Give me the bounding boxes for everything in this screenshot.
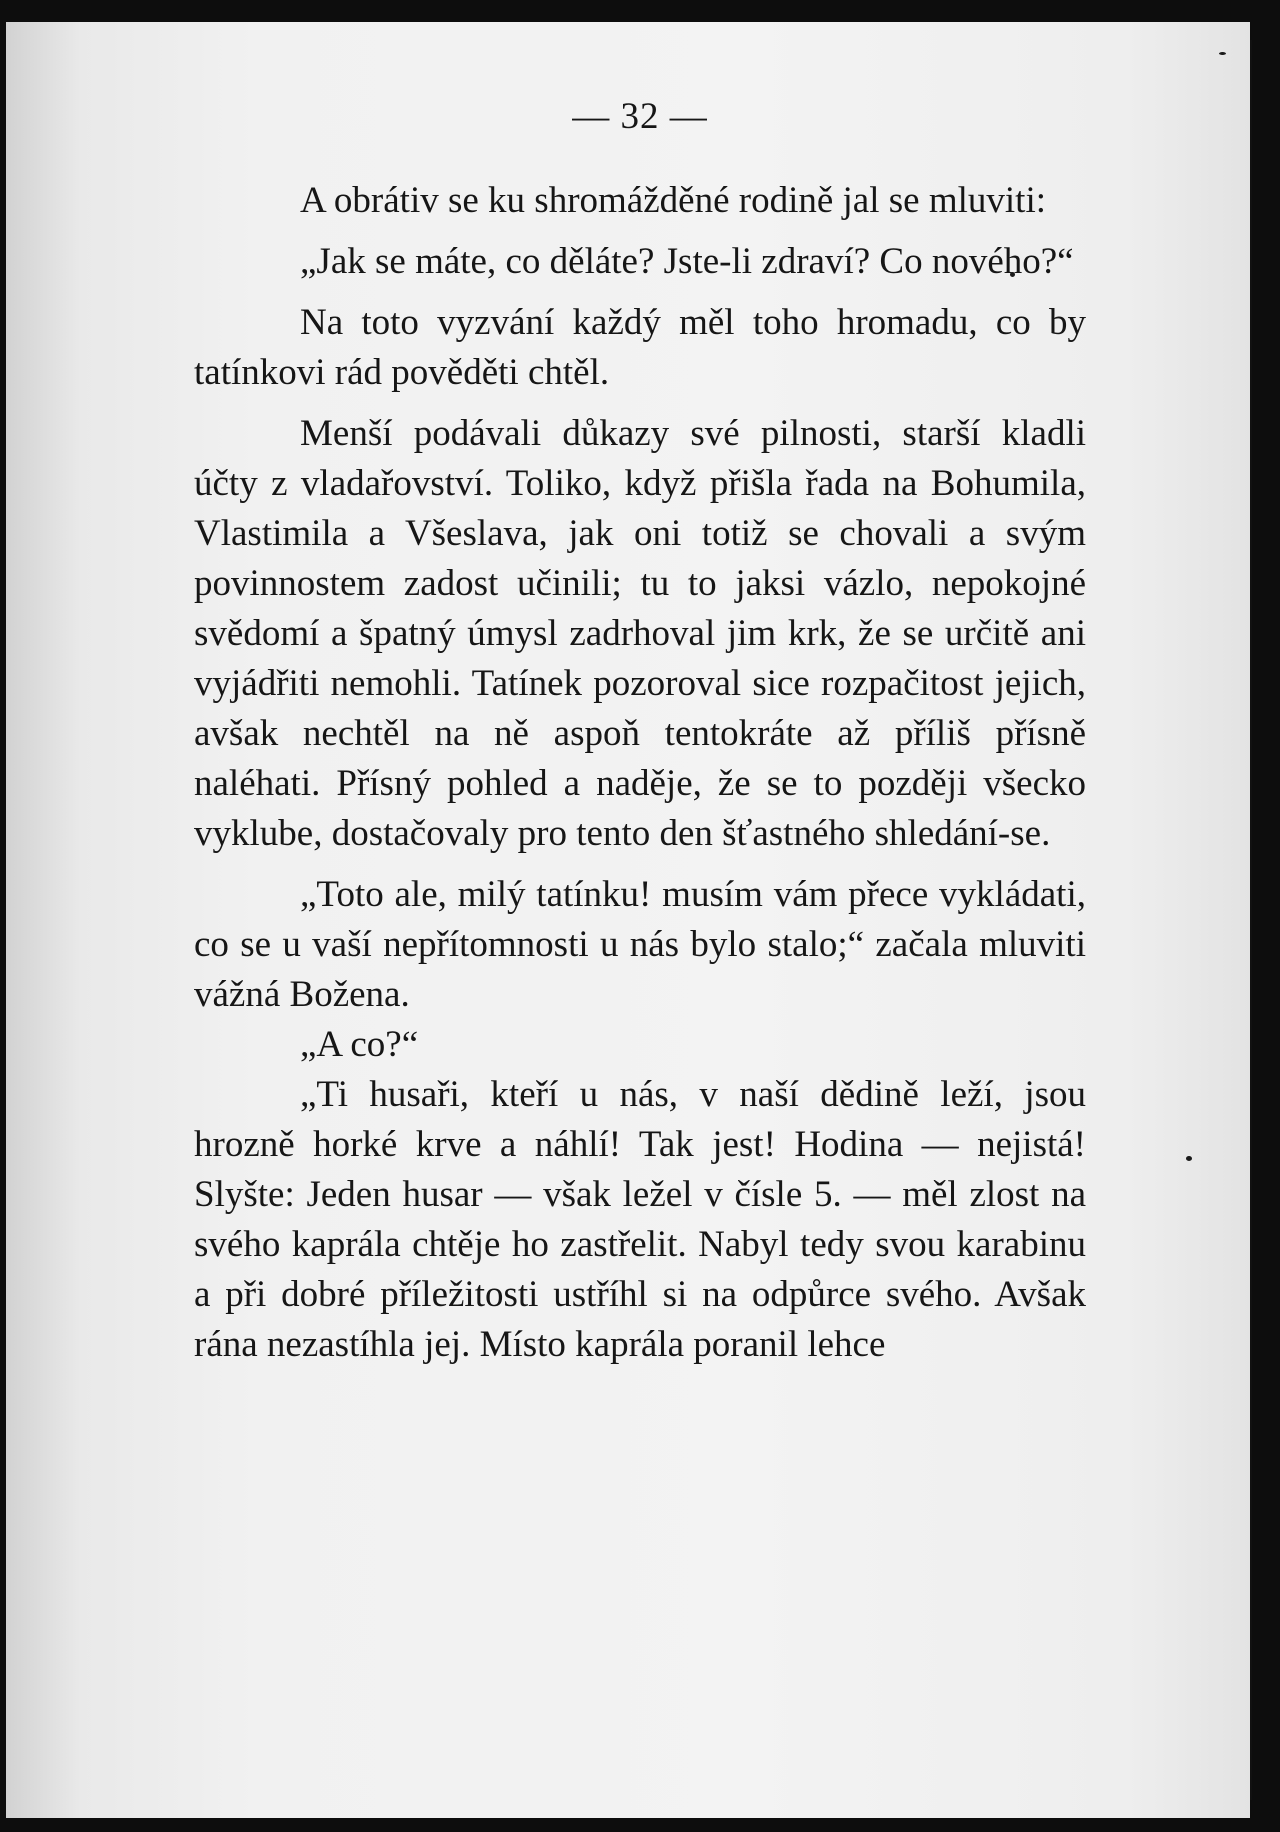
paragraph: „Ti husaři, kteří u nás, v naší dědině leží, jsou hrozně horké krve a náhlí! Tak jest! Hodina — nejistá! Slyšte: Jeden husar — však ležel v čísle 5. — měl zlost na svého kaprála chtěje ho zastřelit. Nabyl tedy svou karabinu a při dobré příležitosti ustříhl si na odpůrce svého. Avšak rána nezastíhla jej. Místo kaprála poranil lehce — [194, 1074, 1086, 1365]
paragraph: „A co?“ — [300, 1024, 419, 1065]
page-edge-shadow — [1250, 40, 1252, 1800]
paragraph: „Jak se máte, co děláte? Jste-li zdraví? Co nového?“ — [300, 241, 1074, 282]
ink-speck — [1219, 52, 1226, 55]
paragraph: Menší podávali důkazy své pilnosti, starší kladli účty z vladařovství. Toliko, když přišla řada na Bohumila, Vlastimila a Všeslava, jak oni totiž se chovali a svým povinnostem zadost učinili; tu to jaksi vázlo, nepokojné svědomí a špatný úmysl zadrhoval jim krk, že se určitě ani vyjádřiti nemohli. Tatínek pozoroval sice rozpačitost jejich, avšak nechtěl na ně aspoň tentokráte až příliš přísně naléhati. Přísný pohled a naděje, že se to později všecko vyklube, dostačovaly pro tento den šťastného shledání-se. — [194, 413, 1086, 854]
paragraph: Na toto vyzvání každý měl toho hromadu, co by tatínkovi rád pověděti chtěl. — [194, 302, 1086, 393]
page-number: — 32 — — [572, 96, 708, 137]
paragraph: A obrátiv se ku shromážděné rodině jal se mluviti: — [300, 180, 1046, 221]
paragraph: „Toto ale, milý tatínku! musím vám přece vykládati, co se u vaší nepřítomnosti u nás bylo stalo;“ začala mluviti vážná Božena. — [194, 874, 1086, 1015]
ink-speck — [1186, 1156, 1192, 1161]
page-text — [194, 92, 1086, 1381]
